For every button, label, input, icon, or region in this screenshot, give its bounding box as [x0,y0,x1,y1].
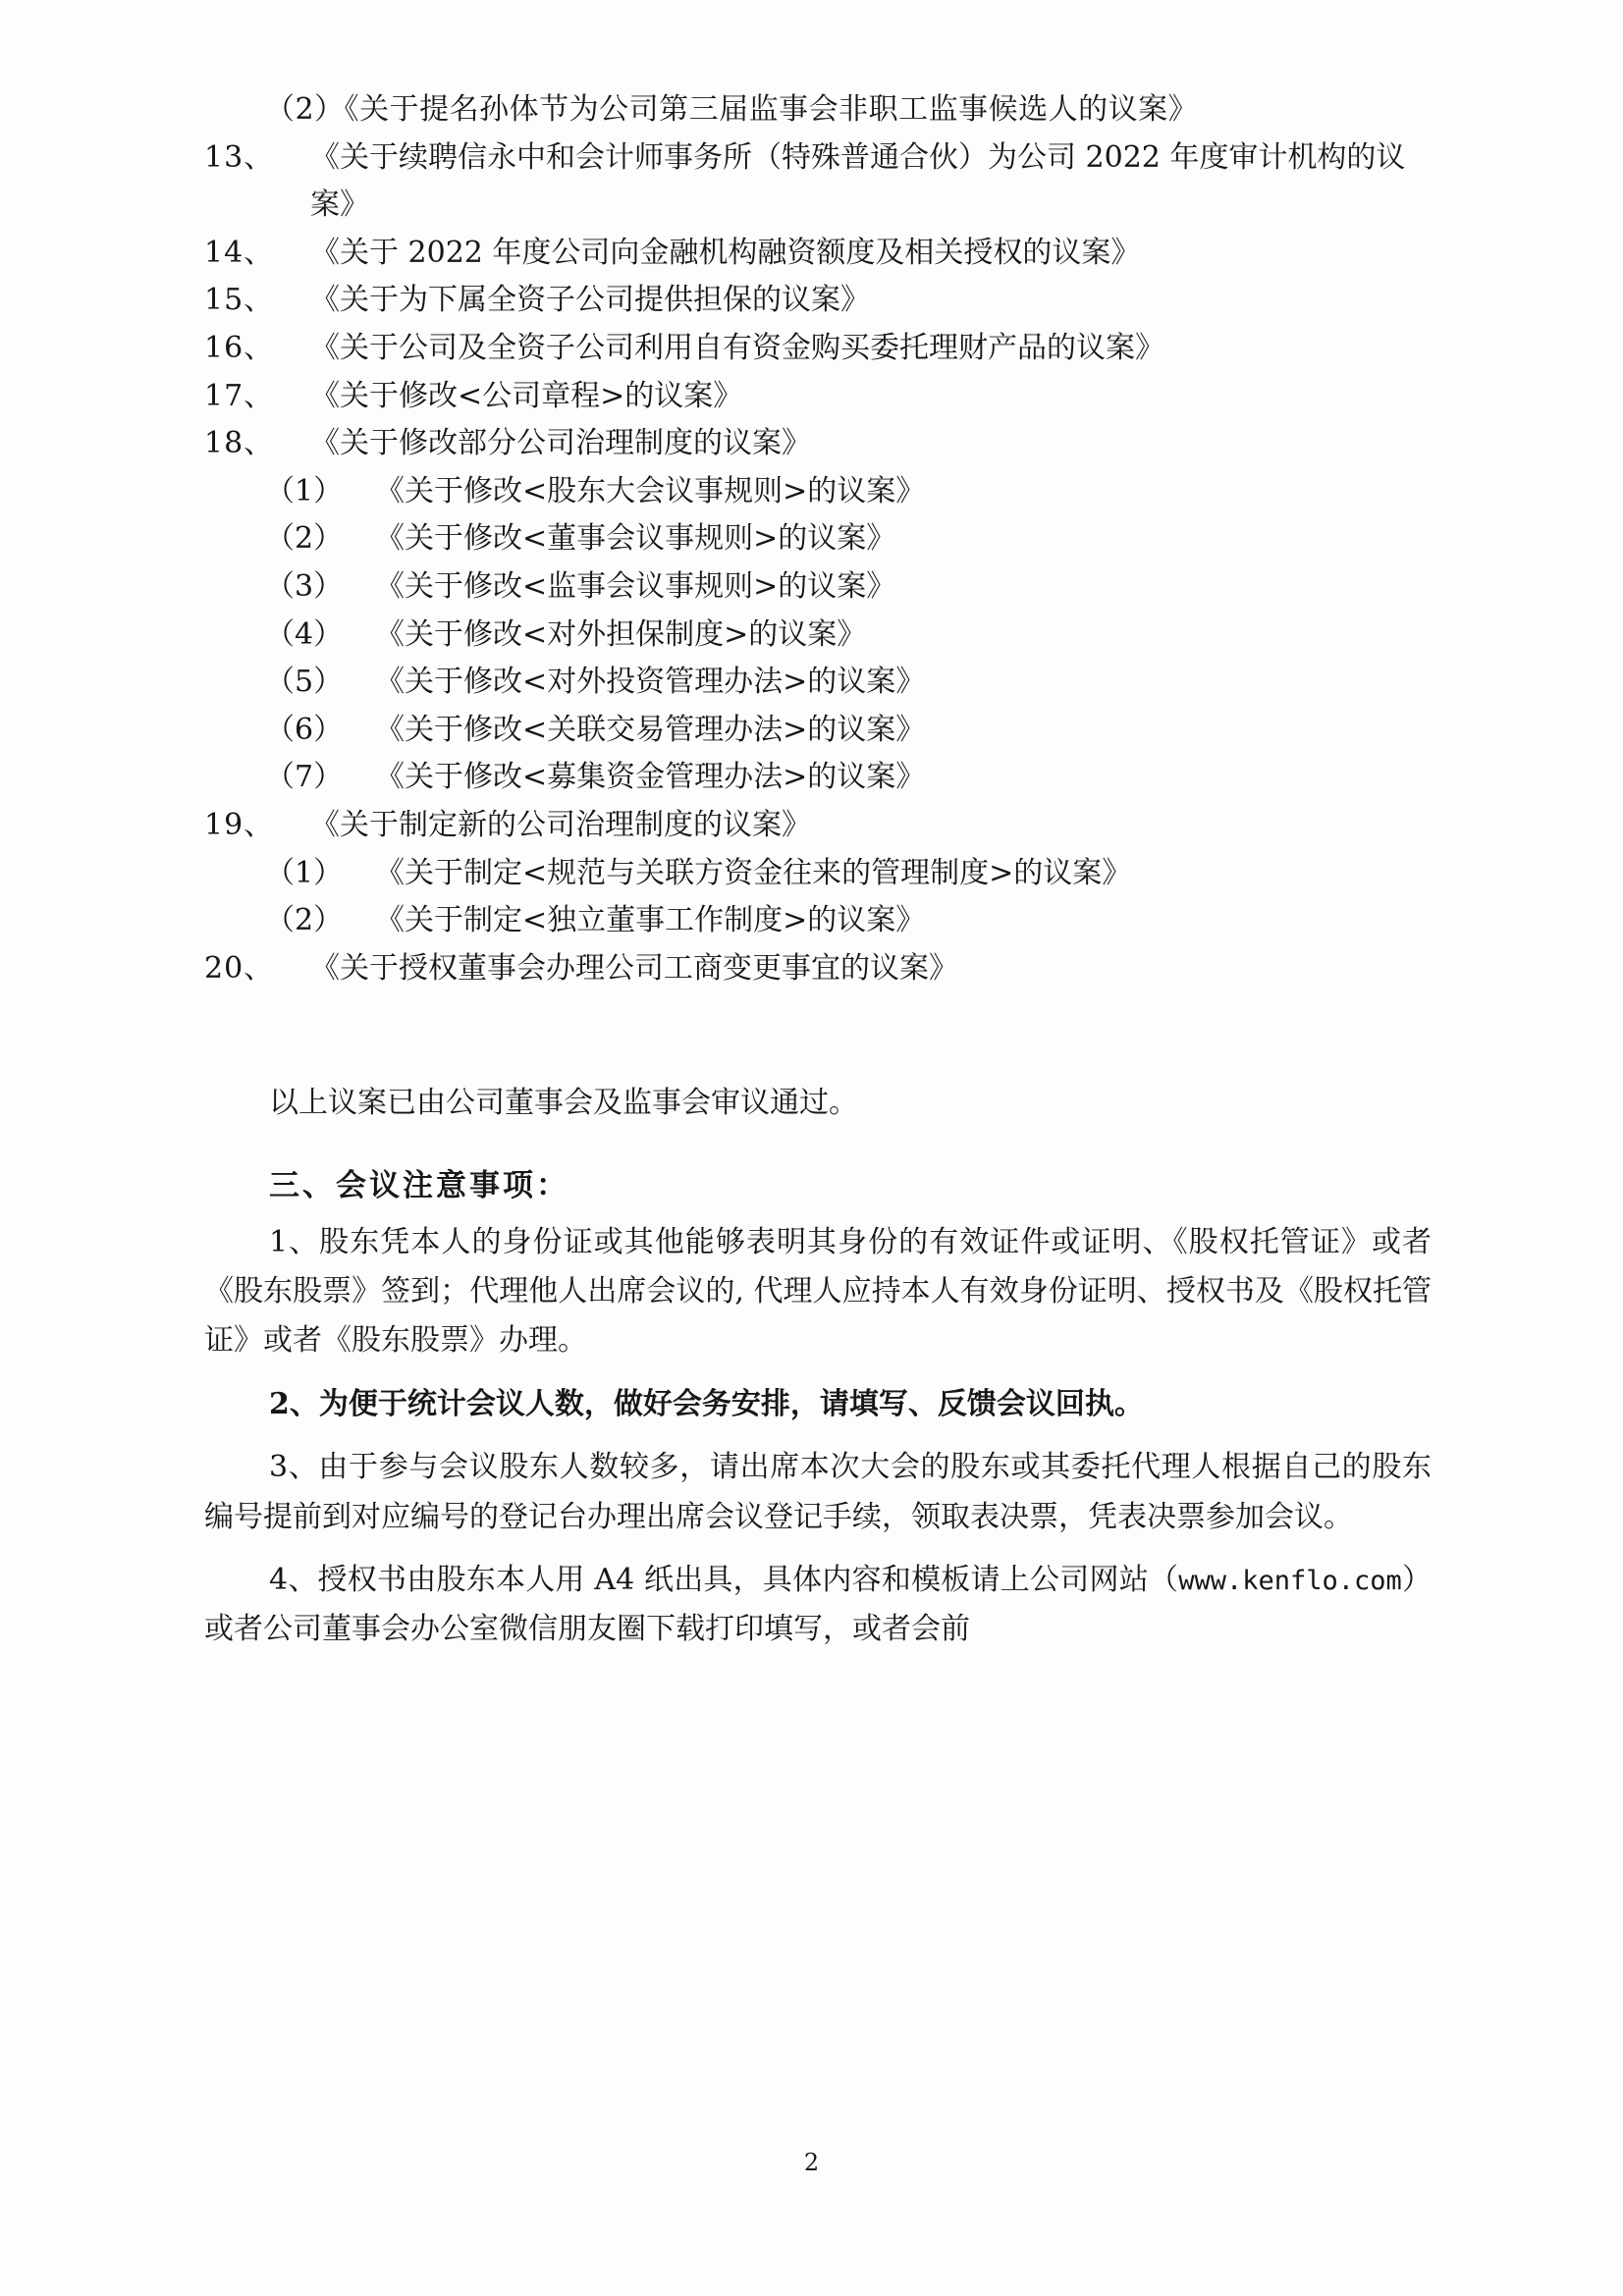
note-item-1: 1、股东凭本人的身份证或其他能够表明其身份的有效证件或证明、《股权托管证》或者《股东股票》签到；代理他人出席会议的, 代理人应持本人有效身份证明、授权书及《股权托管证》或者《股东股票》办理。 [204,1224,1432,1359]
proposal-number: （6） [265,712,344,747]
proposal-item-18-3 [204,563,1432,612]
proposal-text: 《关于修改<对外投资管理办法>的议案》 [375,665,926,700]
proposal-number: （2） [265,903,344,938]
proposal-number: 18、 [204,426,275,461]
proposal-item-19-2 [204,897,1432,945]
spacer [204,992,1432,1065]
note-4-prefix: 4、授权书由股东本人用 A4 纸出具，具体内容和模板请上公司网站（ [269,1563,1179,1598]
proposal-text: 《关于制定新的公司治理制度的议案》 [310,807,811,842]
proposal-item-19 [204,802,1432,850]
spacer [204,1129,1432,1139]
proposal-item-18-2 [204,515,1432,563]
proposal-text: 《关于修改<对外担保制度>的议案》 [375,616,867,652]
proposal-item-18-4 [204,612,1432,660]
proposal-number: 14、 [204,235,275,270]
proposal-text: 《关于制定<独立董事工作制度>的议案》 [375,903,926,938]
proposal-number: 19、 [204,807,275,842]
proposal-text: 《关于修改<关联交易管理办法>的议案》 [375,712,926,747]
document-body [204,86,1432,1655]
note-4-suffix: ）或者公司董事会办公室微信朋友圈下载打印填写，或者会前 [204,1563,1432,1647]
proposal-item-20 [204,945,1432,993]
proposal-item-18 [204,420,1432,468]
proposal-number: （1） [265,473,344,508]
proposal-number: （5） [265,665,344,700]
proposal-number: （7） [265,760,344,795]
section-heading-three: 三、会议注意事项： [269,1167,569,1203]
proposal-text: 《关于公司及全资子公司利用自有资金购买委托理财产品的议案》 [310,330,1164,365]
proposal-item-12-2: （2）《关于提名孙体节为公司第三届监事会非职工监事候选人的议案》 [265,92,1199,127]
proposal-text: 《关于修改<募集资金管理办法>的议案》 [375,760,926,795]
proposal-number: 13、 [204,139,275,175]
proposal-text: 《关于授权董事会办理公司工商变更事宜的议案》 [310,950,958,986]
proposal-text: 《关于为下属全资子公司提供担保的议案》 [310,283,870,318]
page-number: 2 [803,2149,820,2176]
proposal-item-18-7 [204,754,1432,802]
proposal-item-15 [204,277,1432,325]
proposal-item-19-1 [204,850,1432,898]
proposal-number: （4） [265,616,344,652]
proposal-text: 《关于修改<公司章程>的议案》 [310,378,743,413]
proposal-number: 16、 [204,330,275,365]
proposal-text: 《关于续聘信永中和会计师事务所（特殊普通合伙）为公司 2022 年度审计机构的议案》 [310,139,1406,223]
proposal-text: 《关于修改<董事会议事规则>的议案》 [375,521,896,557]
proposal-text: 《关于修改部分公司治理制度的议案》 [310,426,811,461]
proposal-number: 20、 [204,950,275,986]
proposal-text: 《关于修改<监事会议事规则>的议案》 [375,568,896,604]
proposal-number: （2） [265,521,344,557]
proposal-number: （1） [265,855,344,890]
proposal-item-18-5 [204,659,1432,707]
proposal-text: 《关于制定<规范与关联方资金往来的管理制度>的议案》 [375,855,1132,890]
proposal-item-18-1 [204,468,1432,516]
note-item-4 [204,1556,1432,1655]
proposal-item-17 [204,373,1432,421]
proposal-number: （3） [265,568,344,604]
proposal-item-14 [204,230,1432,278]
note-item-2: 2、为便于统计会议人数，做好会务安排，请填写、反馈会议回执。 [269,1386,1144,1421]
proposal-number: 15、 [204,283,275,318]
proposal-item-13 [204,134,1432,230]
proposal-number: 17、 [204,378,275,413]
proposal-text: 《关于修改<股东大会议事规则>的议案》 [375,473,926,508]
proposal-text: 《关于 2022 年度公司向金融机构融资额度及相关授权的议案》 [310,235,1141,270]
company-website-url: www.kenflo.com [1178,1566,1402,1597]
proposal-item-18-6 [204,707,1432,755]
note-item-3: 3、由于参与会议股东人数较多，请出席本次大会的股东或其委托代理人根据自己的股东编号提前到对应编号的登记台办理出席会议登记手续，领取表决票，凭表决票参加会议。 [204,1450,1432,1534]
proposal-item-16 [204,325,1432,373]
closing-note: 以上议案已由公司董事会及监事会审议通过。 [269,1086,858,1121]
